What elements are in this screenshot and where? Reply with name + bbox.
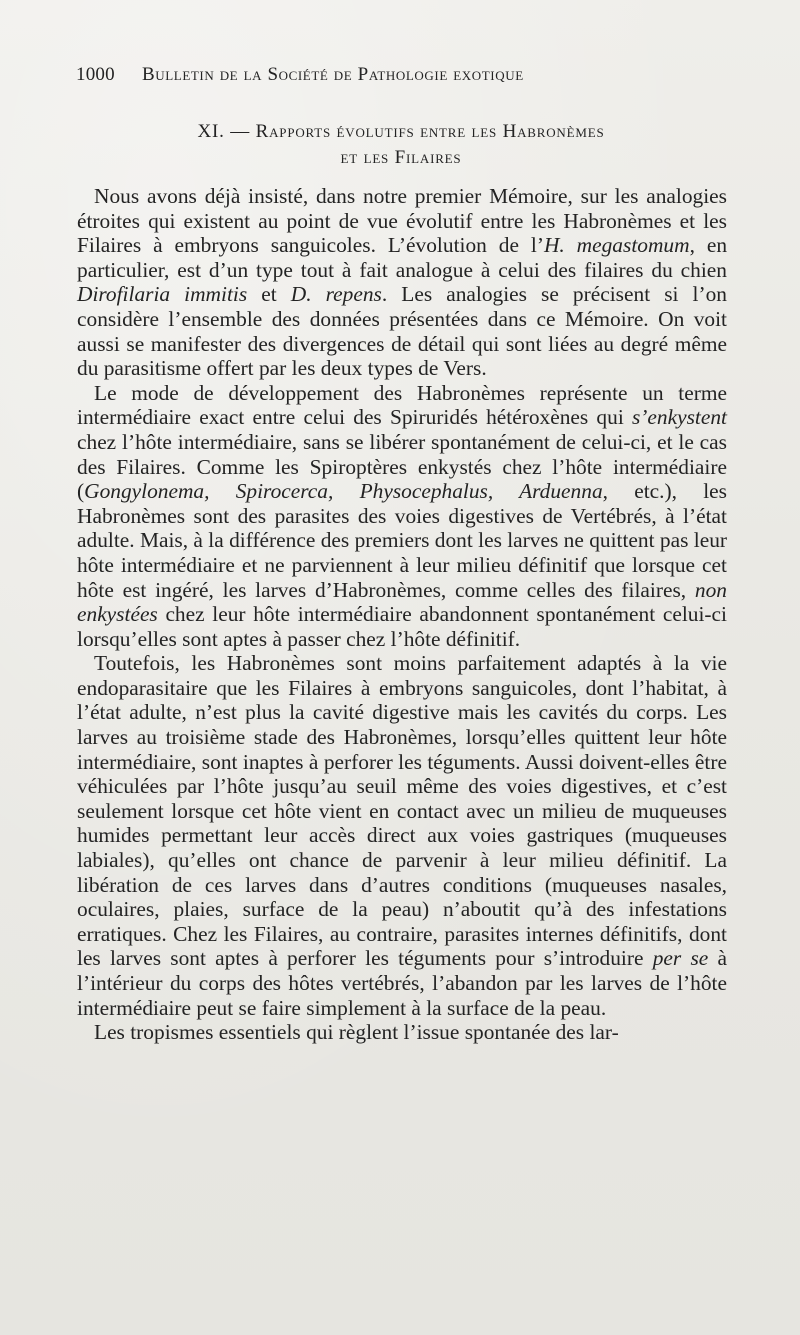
text-run: Le mode de développement des Habronèmes représente un terme intermédiaire exact entre celui des Spiruridés hétéroxènes qui [77,380,727,430]
paragraph [77,651,727,1020]
italic-term: H. megastomum [543,233,690,258]
text-run: , etc.), les Habronèmes sont des parasites des voies digestives de Vertébrés, à l’état adulte. Mais, à la différence des premiers dont les larves ne quittent pas leur hôte intermédiaire et ne parviennent à leur milieu définitif que lorsque cet hôte est ingéré, les larves d’Habronèmes, comme celles des filaires, [77,479,728,602]
section-heading-line-2: et les Filaires [340,147,462,168]
body-text [77,184,727,1045]
text-run: Nous avons déjà insisté, dans notre premier Mémoire, sur les analogies étroites qui existent au point de vue évolutif entre les Habronèmes et les Filaires à embryons sanguicoles. L’évolution de l’ [77,184,727,258]
section-heading [76,119,726,171]
paragraph [77,184,727,381]
section-heading-line-1: XI. — Rapports évolutifs entre les Habronèmes [197,121,605,142]
italic-term: non enkystées [77,577,727,627]
text-run: chez leur hôte intermédiaire abandonnent spontanément celui-ci lorsqu’elles sont aptes à passer chez l’hôte définitif. [77,602,727,651]
text-run: chez l’hôte intermédiaire, sans se libérer spontanément de celui-ci, et le cas des Filaires. Comme les Spiroptères enkystés chez l’hôte intermédiaire ( [77,429,727,504]
italic-term: Dirofilaria immitis [77,282,248,307]
journal-title: Bulletin de la Société de Pathologie exotique [142,64,524,85]
text-run: à l’intérieur du corps des hôtes vertébrés, l’abandon par les larves de l’hôte intermédiaire peut se faire simplement à la surface de la peau. [77,946,727,1020]
text-run: Toutefois, les Habronèmes sont moins parfaitement adaptés à la vie endoparasitaire que les Filaires à embryons sanguicoles, dont l’habitat, à l’état adulte, n’est plus la cavité digestive mais les cavités du corps. Les larves au troisième stade des Habronèmes, lorsqu’elles quittent leur hôte intermédiaire, sont inaptes à perforer les téguments. Aussi doivent-elles être véhiculées par l’hôte jusqu’au seuil même des voies digestives, et c’est seulement lorsque cet hôte vient en contact avec un milieu de muqueuses humides permettant leur accès direct aux voies gastriques (muqueuses labiales), qu’elles ont chance de parvenir à leur milieu définitif. La libération de ces larves dans d’autres conditions (muqueuses nasales, oculaires, plaies, surface de la peau) n’aboutit qu’à des infestations erratiques. Chez les Filaires, au contraire, parasites internes définitifs, dont les larves sont aptes à perforer les téguments pour s’introduire [77,651,727,971]
text-run: . Les analogies se précisent si l’on considère l’ensemble des données présentées dans ce Mémoire. On voit aussi se manifester des divergences de détail qui sont liées au degré même du parasitisme offert par les deux types de Vers. [77,282,727,381]
page-number: 1000 [76,64,115,85]
text-run: et [247,282,291,307]
text-run: Les tropismes essentiels qui règlent l’issue spontanée des lar- [94,1020,619,1045]
running-header [76,64,726,90]
paragraph [77,381,727,652]
italic-term: Gongylonema, Spirocerca, Physocephalus, Arduenna [84,479,603,504]
italic-term: per se [652,946,709,971]
paragraph [77,1020,727,1045]
text-run: , en particulier, est d’un type tout à fait analogue à celui des filaires du chien [77,233,728,282]
italic-term: D. repens [290,282,382,307]
italic-term: s’enkystent [631,405,727,430]
